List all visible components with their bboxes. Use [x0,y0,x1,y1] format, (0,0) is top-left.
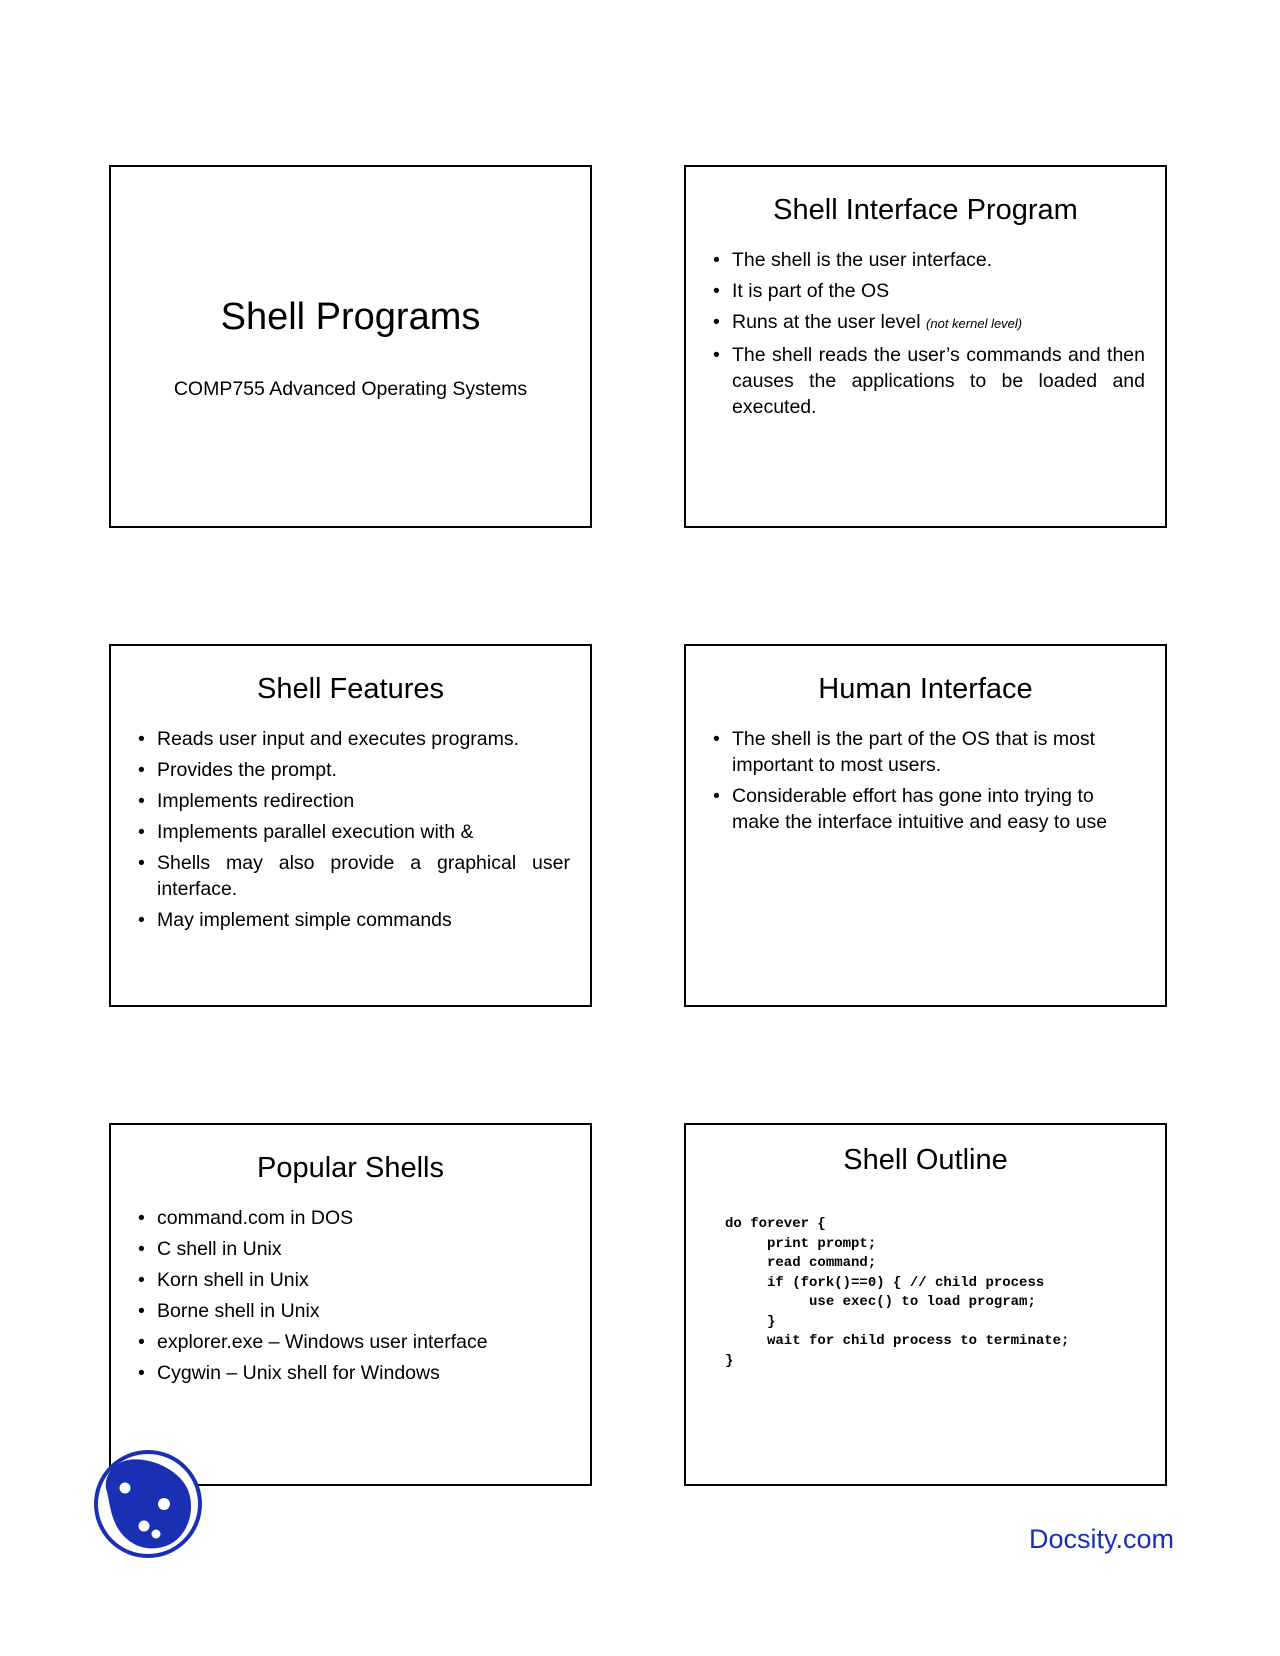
slide-human-interface [684,644,1167,1007]
slide-2-bullets [686,247,1165,420]
slide-4-title: Human Interface [818,673,1033,705]
shell-outline-code: do forever { print prompt; read command; if (fork()==0) { // child process use exec() to load program; } wait for child process to terminate; } [725,1216,1070,1369]
bullet-item: • Korn shell in Unix [138,1267,570,1293]
bullet-item: • Shells may also provide a graphical user interface. [138,850,570,902]
bullet-item: • Provides the prompt. [138,757,570,783]
docsity-logo-icon [92,1448,204,1560]
slide-5-title: Popular Shells [257,1152,444,1184]
slide-popular-shells [109,1123,592,1486]
slide-4-bullets [686,726,1165,835]
bullet-item: • The shell is the user interface. [713,247,1145,273]
slide-1-title: Shell Programs [220,296,481,338]
bullet-item: • Reads user input and executes programs. [138,726,570,752]
bullet-item: • The shell is the part of the OS that is most important to most users. [713,726,1145,778]
bullet-item: • It is part of the OS [713,278,1145,304]
bullet-item: • Cygwin – Unix shell for Windows [138,1360,570,1386]
slide-shell-features [109,644,592,1007]
slide-shell-interface-program [684,165,1167,528]
slide-5-bullets [111,1205,590,1386]
docsity-site-link[interactable]: Docsity.com [1029,1524,1175,1554]
bullet-item: • C shell in Unix [138,1236,570,1262]
kernel-level-note: (not kernel level) [926,316,1023,331]
bullet-item: • Considerable effort has gone into trying to make the interface intuitive and easy to use [713,783,1145,835]
bullet-item: • The shell reads the user’s commands and then causes the applications to be loaded and executed. [713,342,1145,420]
bullet-item: • command.com in DOS [138,1205,570,1231]
slide-shell-outline [684,1123,1167,1486]
bullet-item: • Runs at the user level (not kernel level) [713,309,1145,337]
slide-3-title: Shell Features [257,673,444,705]
bullet-item: • Implements parallel execution with & [138,819,570,845]
bullet-item: • Borne shell in Unix [138,1298,570,1324]
bullet-item: • May implement simple commands [138,907,570,933]
slide-6-title: Shell Outline [843,1144,1008,1176]
bullet-item: • Implements redirection [138,788,570,814]
slide-2-title: Shell Interface Program [773,194,1078,226]
slide-3-bullets [111,726,590,933]
bullet-item: • explorer.exe – Windows user interface [138,1329,570,1355]
slide-title-shell-programs [109,165,592,528]
slide-1-subtitle: COMP755 Advanced Operating Systems [173,378,528,400]
